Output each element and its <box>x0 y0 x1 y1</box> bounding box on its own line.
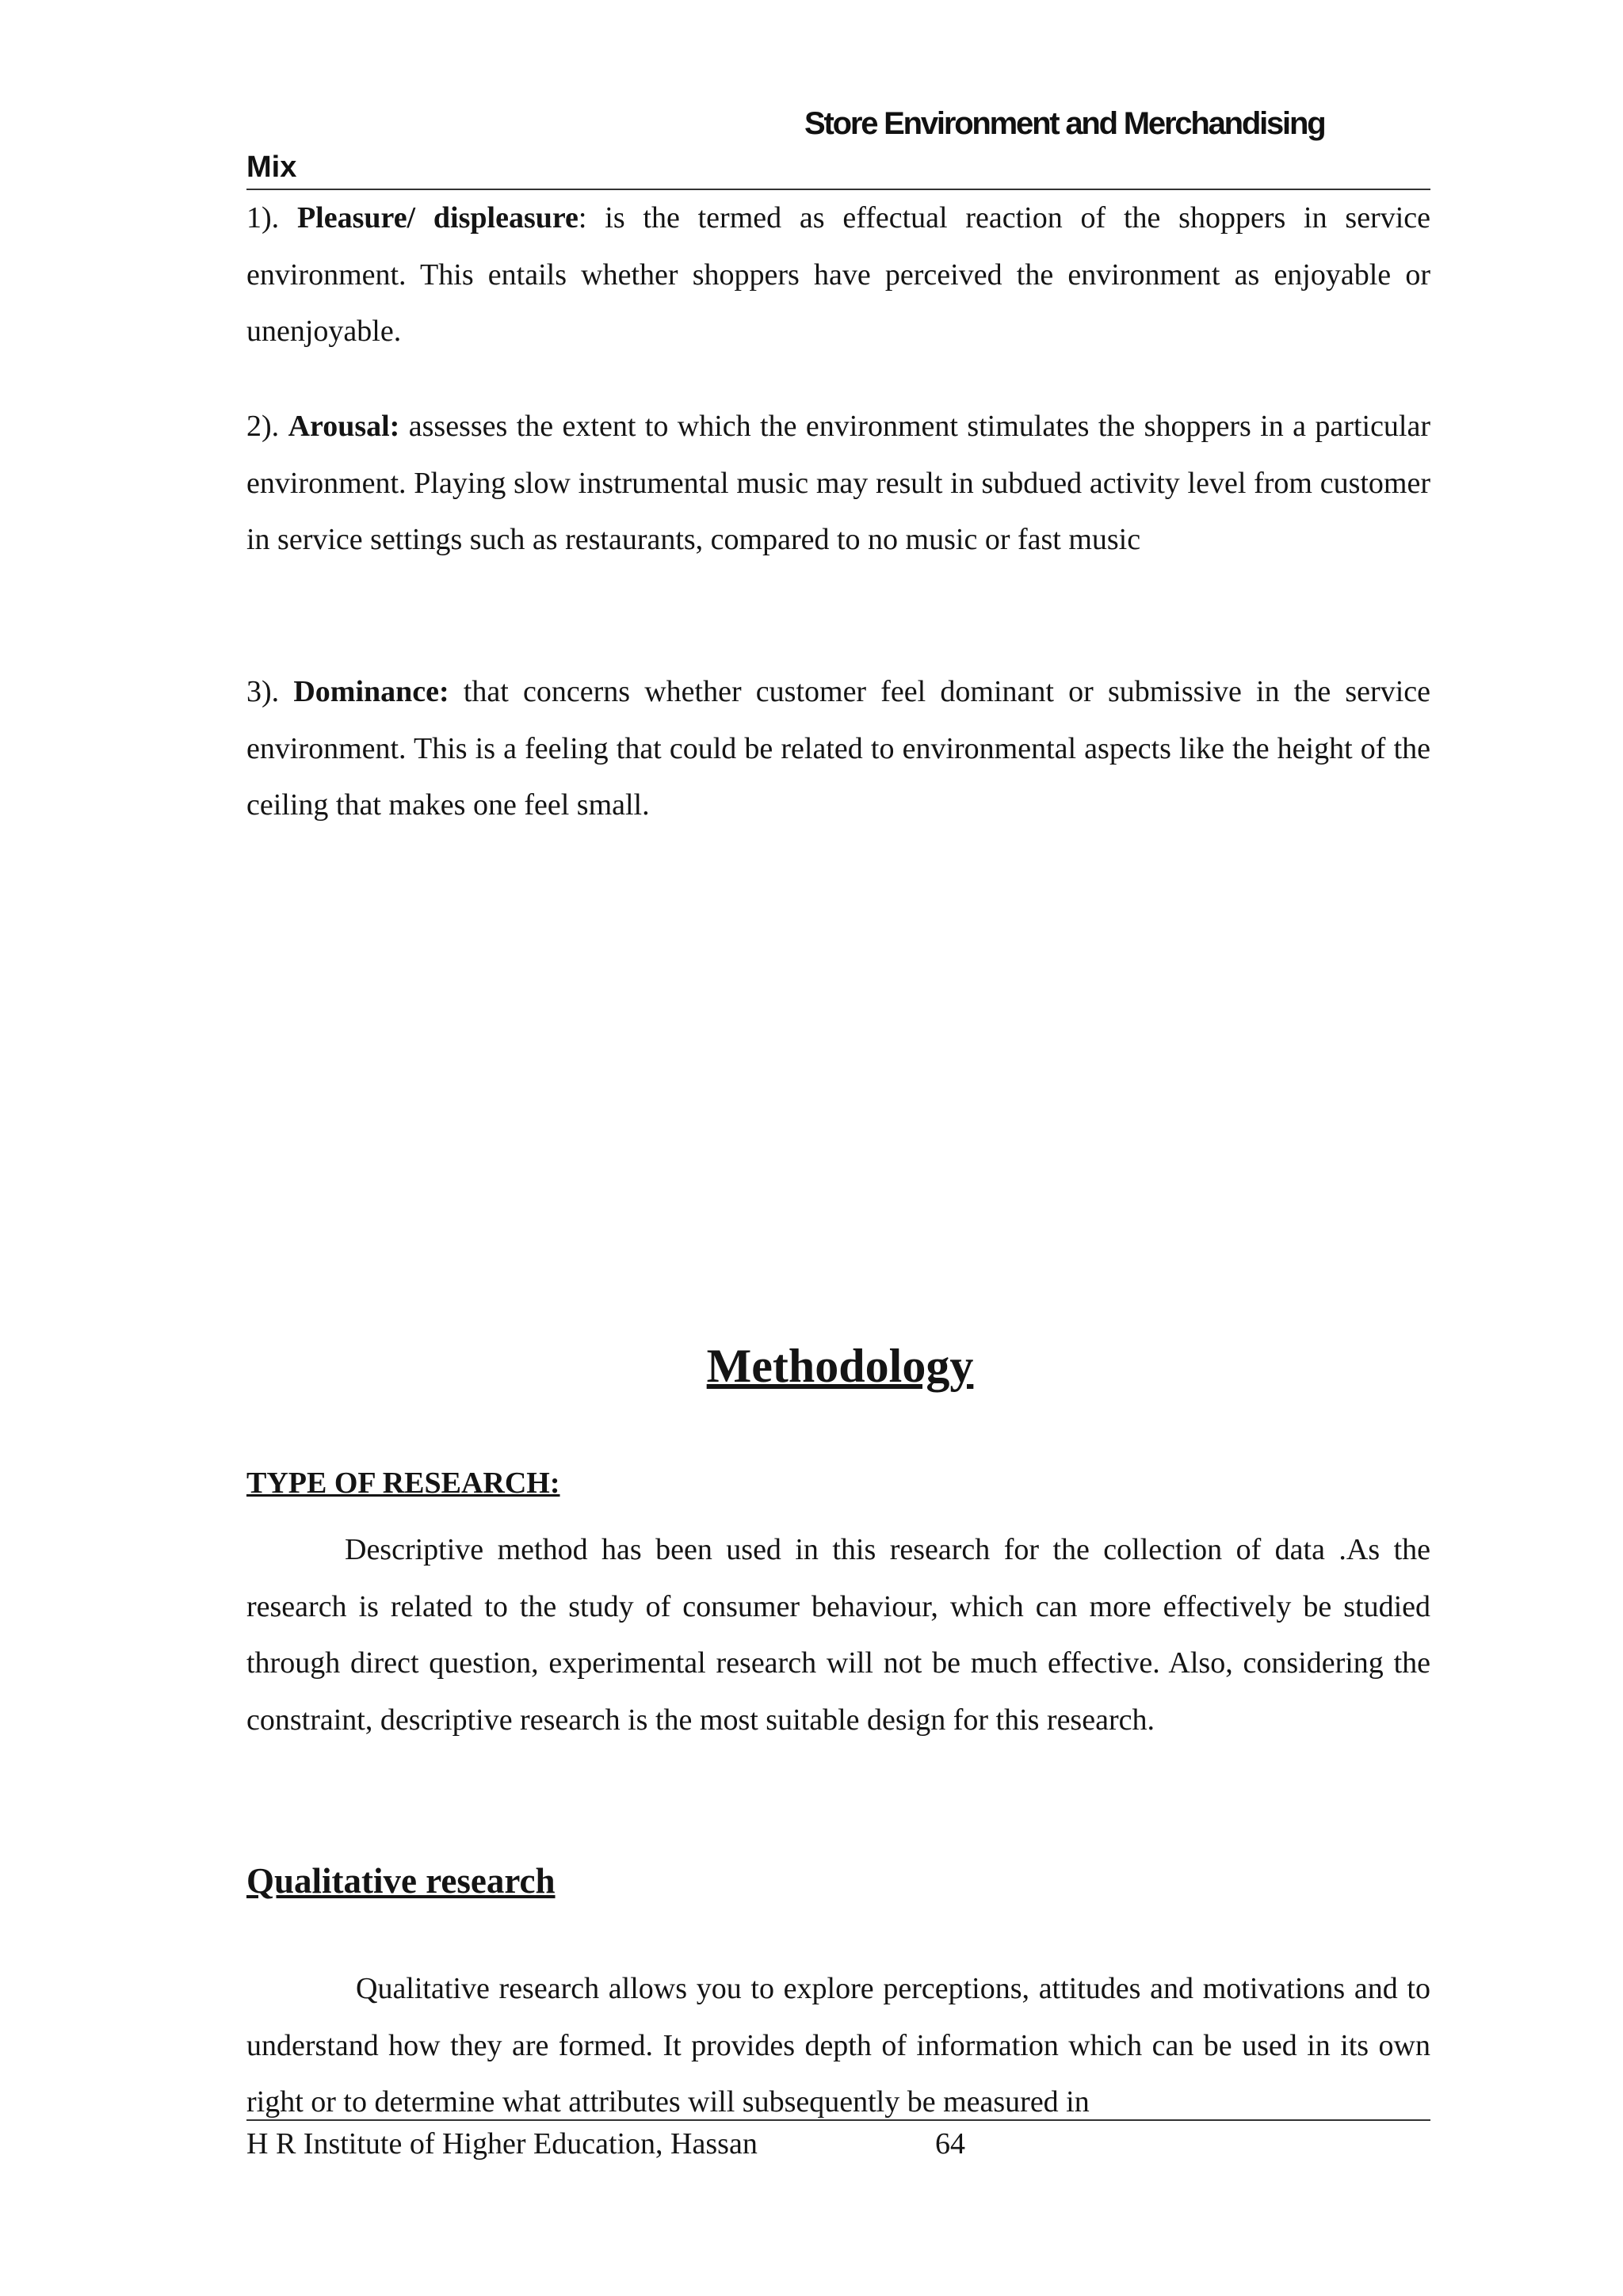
type-of-research-heading: TYPE OF RESEARCH: <box>246 1466 560 1500</box>
item-text: that concerns whether customer feel dominant or submissive in the service environment. This is a feeling that could be related to environmental aspects like the height of the ceiling that makes one feel small. <box>246 675 1430 822</box>
qualitative-research-paragraph: Qualitative research allows you to explore perceptions, attitudes and motivations and to understand how they are formed. It provides depth of information which can be used in its own right or to determine what attributes will subsequently be measured in <box>246 1972 1430 2119</box>
page-number: 64 <box>935 2127 965 2161</box>
item-number: 3). <box>246 675 294 708</box>
type-of-research-paragraph: Descriptive method has been used in this research for the collection of data .As the research is related to the study of consumer behaviour, which can more effectively be studied through direct question, experimental research will not be much effective. Also, considering the constraint, descriptive research is the most suitable design for this research. <box>246 1533 1430 1737</box>
item-term: Pleasure/ displeasure <box>296 201 579 235</box>
item-number: 1). <box>246 201 297 235</box>
item-term: Dominance: <box>293 675 449 708</box>
item-text: : is the termed as effectual reaction of the shoppers in service environment. This entails whether shoppers have perceived the environment as enjoyable or unenjoyable. <box>246 201 1431 348</box>
running-header-continuation: Mix <box>246 151 297 184</box>
section-title: Methodology <box>706 1340 974 1392</box>
footer-institute: H R Institute of Higher Education, Hassan <box>246 2127 758 2161</box>
item-text: assesses the extent to which the environment stimulates the shoppers in a particular environment. Playing slow instrumental music may result in subdued activity level from customer in service settings such as restaurants, compared to no music or fast music <box>246 410 1431 556</box>
item-number: 2). <box>246 410 288 443</box>
item-term: Arousal: <box>288 410 400 443</box>
item-arousal <box>246 399 1430 569</box>
qualitative-research-heading: Qualitative research <box>246 1861 556 1901</box>
footer-rule <box>246 2119 1430 2121</box>
item-pleasure-displeasure <box>246 190 1430 360</box>
item-dominance <box>246 664 1430 834</box>
running-header-title: Store Environment and Merchandising <box>804 106 1325 141</box>
